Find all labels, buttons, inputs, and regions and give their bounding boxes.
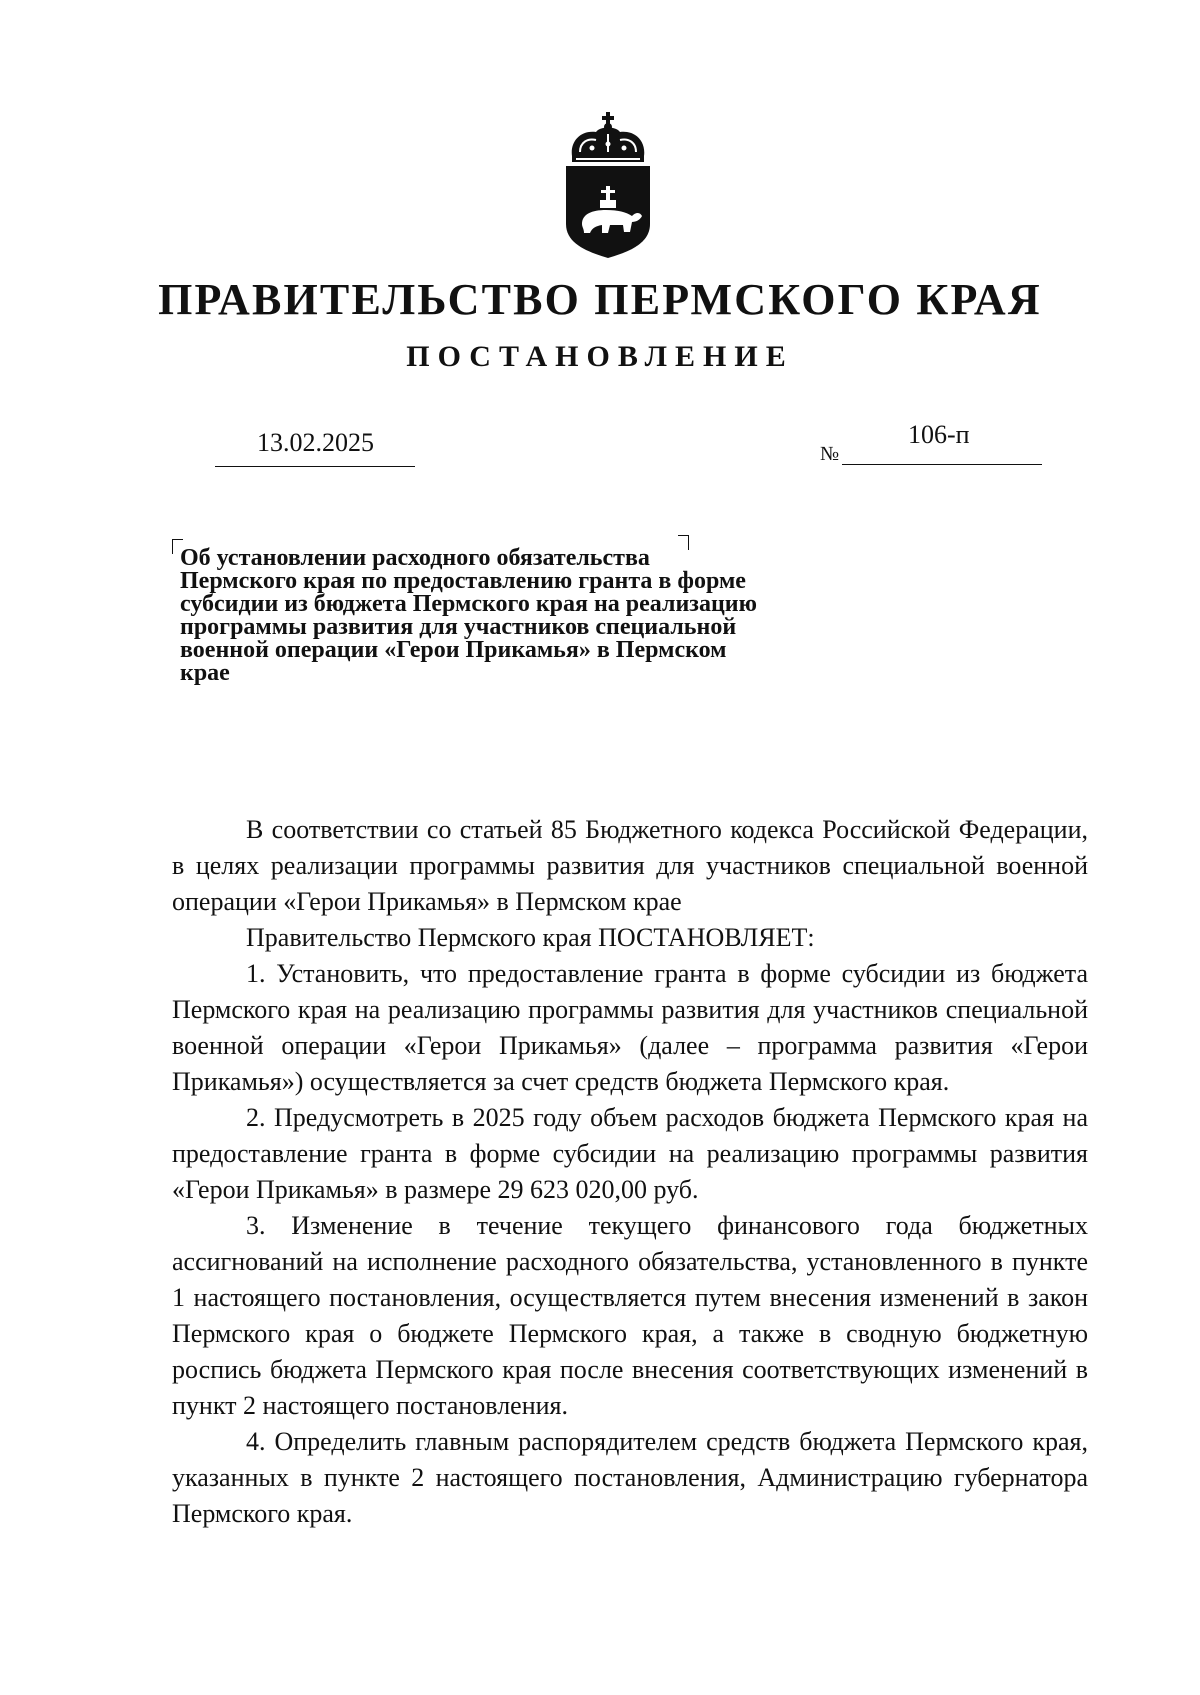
preamble-paragraph: В соответствии со статьей 85 Бюджетного кодекса Российской Федерации, в целях реализации программы развития для участников специальной военной операции «Герои Прикамья» в Пермском крае — [172, 815, 1088, 916]
clause-paragraph: 3. Изменение в течение текущего финансового года бюджетных ассигнований на исполнение расходного обязательства, установленного в пункте 1 настоящего постановления, осуществляется путем внесения изменений в закон Пермского края о бюджете Пермского края, а также в сводную бюджетную роспись бюджета Пермского края после внесения соответствующих изменений в пункт 2 настоящего постановления. — [172, 1211, 1088, 1420]
document-subject: Об установлении расходного обязательства Пермского края по предоставлению гранта в форме субсидии из бюджета Пермского края на реализацию программы развития для участников специальной военной операции «Герои Прикамья» в Пермском крае — [180, 545, 757, 686]
document-date: 13.02.2025 — [257, 428, 374, 457]
perm-krai-coat-of-arms-icon — [562, 112, 654, 260]
document-date-field — [215, 426, 415, 467]
government-name: ПРАВИТЕЛЬСТВО ПЕРМСКОГО КРАЯ — [158, 275, 1042, 324]
clause-paragraph: 2. Предусмотреть в 2025 году объем расходов бюджета Пермского края на предоставление гранта в форме субсидии на реализацию программы развития «Герои Прикамья» в размере 29 623 020,00 руб. — [172, 1103, 1088, 1204]
document-type: ПОСТАНОВЛЕНИЕ — [406, 340, 794, 373]
document-body — [172, 812, 1088, 1532]
clause-paragraph: 4. Определить главным распорядителем средств бюджета Пермского края, указанных в пункте 2 настоящего постановления, Администрацию губернатора Пермского края. — [172, 1427, 1088, 1528]
resolves-paragraph: Правительство Пермского края ПОСТАНОВЛЯЕТ: — [246, 923, 815, 952]
document-number: 106-п — [908, 420, 970, 449]
document-number-field — [842, 420, 1042, 465]
number-sign: № — [820, 443, 840, 465]
clause-paragraph: 1. Установить, что предоставление гранта в форме субсидии из бюджета Пермского края на реализацию программы развития для участников специальной военной операции «Герои Прикамья» (далее – программа развития «Герои Прикамья») осуществляется за счет средств бюджета Пермского края. — [172, 959, 1088, 1096]
